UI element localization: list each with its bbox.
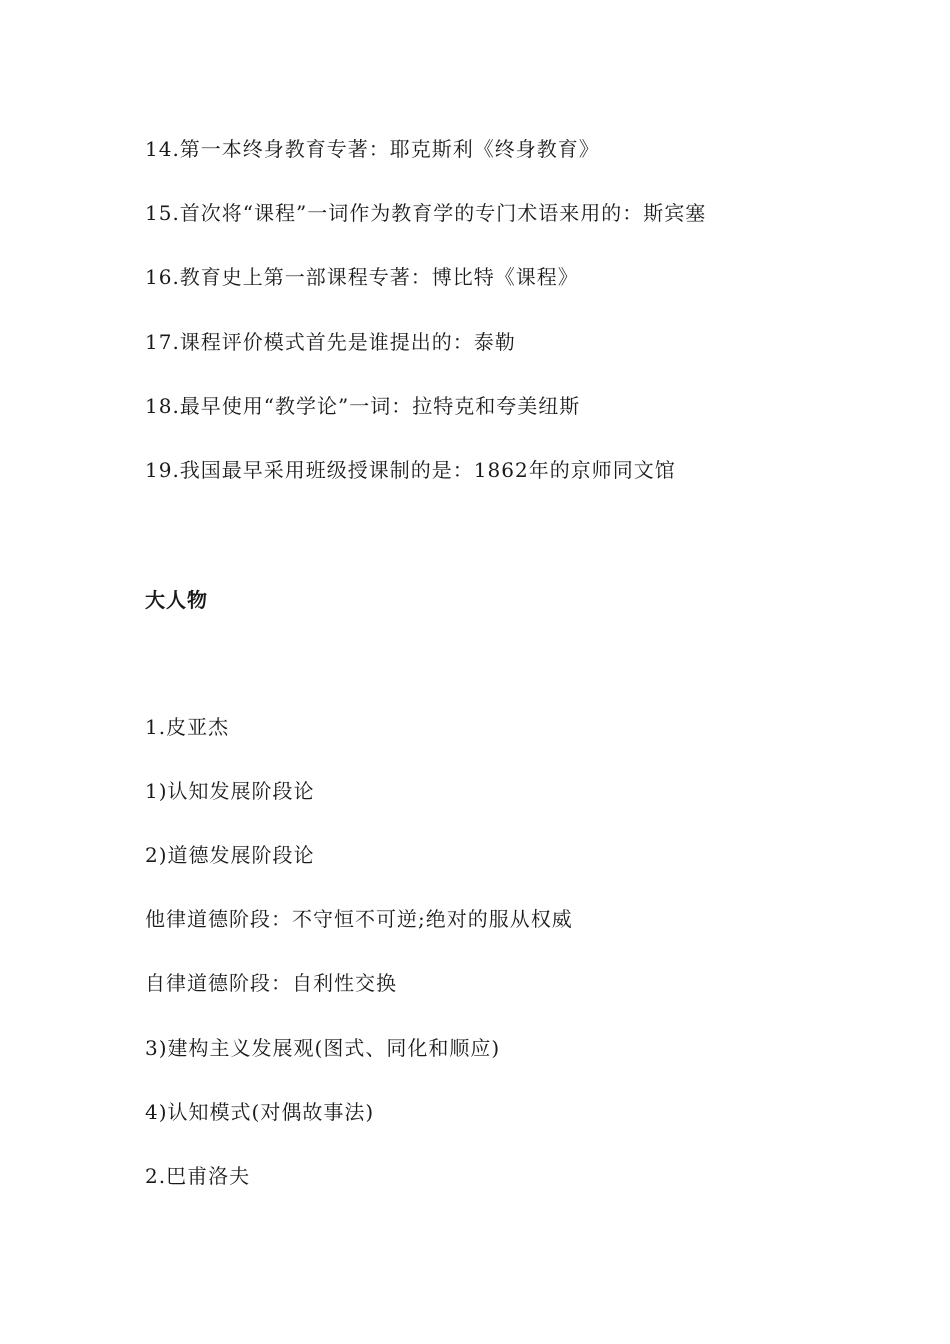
list-item: 自律道德阶段：自利性交换 (145, 971, 397, 995)
fact-item-16: 16.教育史上第一部课程专著：博比特《课程》 (145, 265, 579, 289)
fact-item-15: 15.首次将“课程”一词作为教育学的专门术语来用的：斯宾塞 (145, 201, 707, 225)
list-item: 4)认知模式(对偶故事法) (145, 1100, 375, 1124)
person-pavlov: 2.巴甫洛夫 (145, 1164, 251, 1188)
fact-item-18: 18.最早使用“教学论”一词：拉特克和夸美纽斯 (145, 394, 581, 418)
fact-item-17: 17.课程评价模式首先是谁提出的：泰勒 (145, 330, 516, 354)
list-item: 他律道德阶段：不守恒不可逆;绝对的服从权威 (145, 907, 573, 931)
fact-item-19: 19.我国最早采用班级授课制的是：1862年的京师同文馆 (145, 458, 676, 482)
list-item: 3)建构主义发展观(图式、同化和顺应) (145, 1036, 501, 1060)
list-item: 1)认知发展阶段论 (145, 779, 315, 803)
person-piaget: 1.皮亚杰 (145, 715, 230, 739)
list-item: 2)道德发展阶段论 (145, 843, 315, 867)
fact-item-14: 14.第一本终身教育专著：耶克斯利《终身教育》 (145, 137, 600, 161)
section-heading: 大人物 (145, 588, 208, 612)
